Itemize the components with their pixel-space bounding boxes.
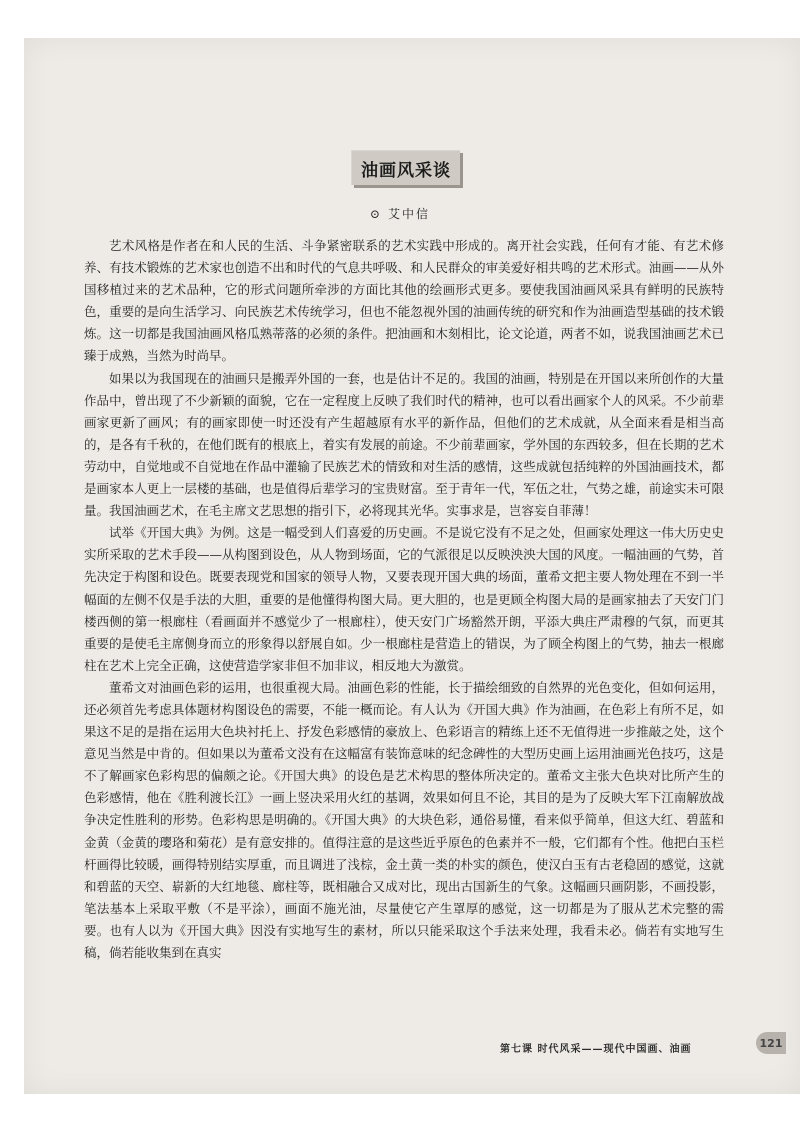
article-body (84, 235, 724, 964)
paragraph: 艺术风格是作者在和人民的生活、斗争紧密联系的艺术实践中形成的。离开社会实践，任何有才能、有艺术修养、有技术锻炼的艺术家也创造不出和时代的气息共呼吸、和人民群众的审美爱好相共鸣的艺术形式。油画——从外国移植过来的艺术品种，它的形式问题所牵涉的方面比其他的绘画形式更多。要使我国油画风采具有鲜明的民族特色，重要的是向生活学习、向民族艺术传统学习，但也不能忽视外国的油画传统的研究和作为油画造型基础的技术锻炼。这一切都是我国油画风格瓜熟蒂落的必须的条件。把油画和木刻相比，论文论道，两者不如，说我国油画艺术已臻于成熟，当然为时尚早。 (84, 238, 724, 364)
paragraph: 如果以为我国现在的油画只是搬弄外国的一套，也是估计不足的。我国的油画，特别是在开国以来所创作的大量作品中，曾出现了不少新颖的面貌，它在一定程度上反映了我们时代的精神，也可以看出画家个人的风采。不少前辈画家更新了画风；有的画家即使一时还没有产生超越原有水平的新作品，但他们的艺术成就，从全面来看是相当高的，是各有千秋的，在他们既有的根底上，着实有发展的前途。不少前辈画家，学外国的东西较多，但在长期的艺术劳动中，自觉地或不自觉地在作品中灌输了民族艺术的情致和对生活的感情，这些成就包括纯粹的外国油画技术，都是画家本人更上一层楼的基础，也是值得后辈学习的宝贵财富。至于青年一代，军伍之壮，气势之雄，前途实未可限量。我国油画艺术，在毛主席文艺思想的指引下，必将现其光华。实事求是，岂容妄自菲薄！ (84, 370, 724, 519)
running-head: 第七课 时代风采——现代中国画、油画 (500, 1044, 692, 1055)
page-number-tab (756, 1032, 786, 1054)
paragraph: 董希文对油画色彩的运用，也很重视大局。油画色彩的性能，长于描绘细致的自然界的光色变化，但如何运用，还必须首先考虑具体题材构图设色的需要，不能一概而论。有人认为《开国大典》作为油画，在色彩上有所不足，如果这不足的是指在运用大色块衬托上、抒发色彩感情的豪放上、色彩语言的精练上还不无值得进一步推敲之处，这个意见当然是中肯的。但如果以为董希文没有在这幅富有装饰意味的纪念碑性的大型历史画上运用油画光色技巧，这是不了解画家色彩构思的偏颇之论。《开国大典》的设色是艺术构思的整体所决定的。董希文主张大色块对比所产生的色彩感情，他在《胜利渡长江》一画上竖决采用火红的基调，效果如何且不论，其目的是为了反映大军下江南解放战争决定性胜利的形势。色彩构思是明确的。《开国大典》的大块色彩，通俗易懂，看来似乎简单，但这大红、碧蓝和金黄（金黄的璎珞和菊花）是有意安排的。值得注意的是这些近乎原色的色素并不一般，它们都有个性。他把白玉栏杆画得比较暖，画得特别结实厚重，而且调进了浅棕，金土黄一类的朴实的颜色，使汉白玉有古老稳固的感觉，这就和碧蓝的天空、崭新的大红地毯、廊柱等，既相融合又成对比，现出古国新生的气象。这幅画只画阴影，不画投影，笔法基本上采取平敷（不是平涂），画面不施光油，尽量使它产生罩厚的感觉，这一切都是为了服从艺术完整的需要。也有人以为《开国大典》因没有实地写生的素材，所以只能采取这个手法来处理，我看未必。倘若有实地写生稿，倘若能收集到在真实 (84, 679, 724, 960)
article-title-box (351, 150, 460, 185)
author-marker-icon: ⊙ (369, 207, 383, 221)
author-line (0, 205, 800, 222)
page-number: 121 (759, 1036, 783, 1050)
author-name: 艾中信 (388, 207, 431, 221)
paragraph: 试举《开国大典》为例。这是一幅受到人们喜爱的历史画。不是说它没有不足之处，但画家处理这一伟大历史史实所采取的艺术手段——从构图到设色，从人物到场面，它的气派很足以反映泱泱大国的风度。一幅油画的气势，首先决定于构图和设色。既要表现党和国家的领导人物，又要表现开国大典的场面，董希文把主要人物处理在不到一半幅面的左侧不仅是手法的大胆，重要的是他懂得构图大局。更大胆的，也是更顾全构图大局的是画家抽去了天安门门楼西侧的第一根廊柱（看画面并不感觉少了一根廊柱），使天安门广场豁然开朗，平添大典庄严肃穆的气氛，而更其重要的是使毛主席侧身而立的形象得以舒展自如。少一根廊柱是营造上的错误，为了顾全构图上的气势，抽去一根廊柱在艺术上完全正确，这使营造学家非但不加非议，相反地大为激赏。 (84, 525, 724, 673)
article-title: 油画风采谈 (361, 160, 451, 181)
